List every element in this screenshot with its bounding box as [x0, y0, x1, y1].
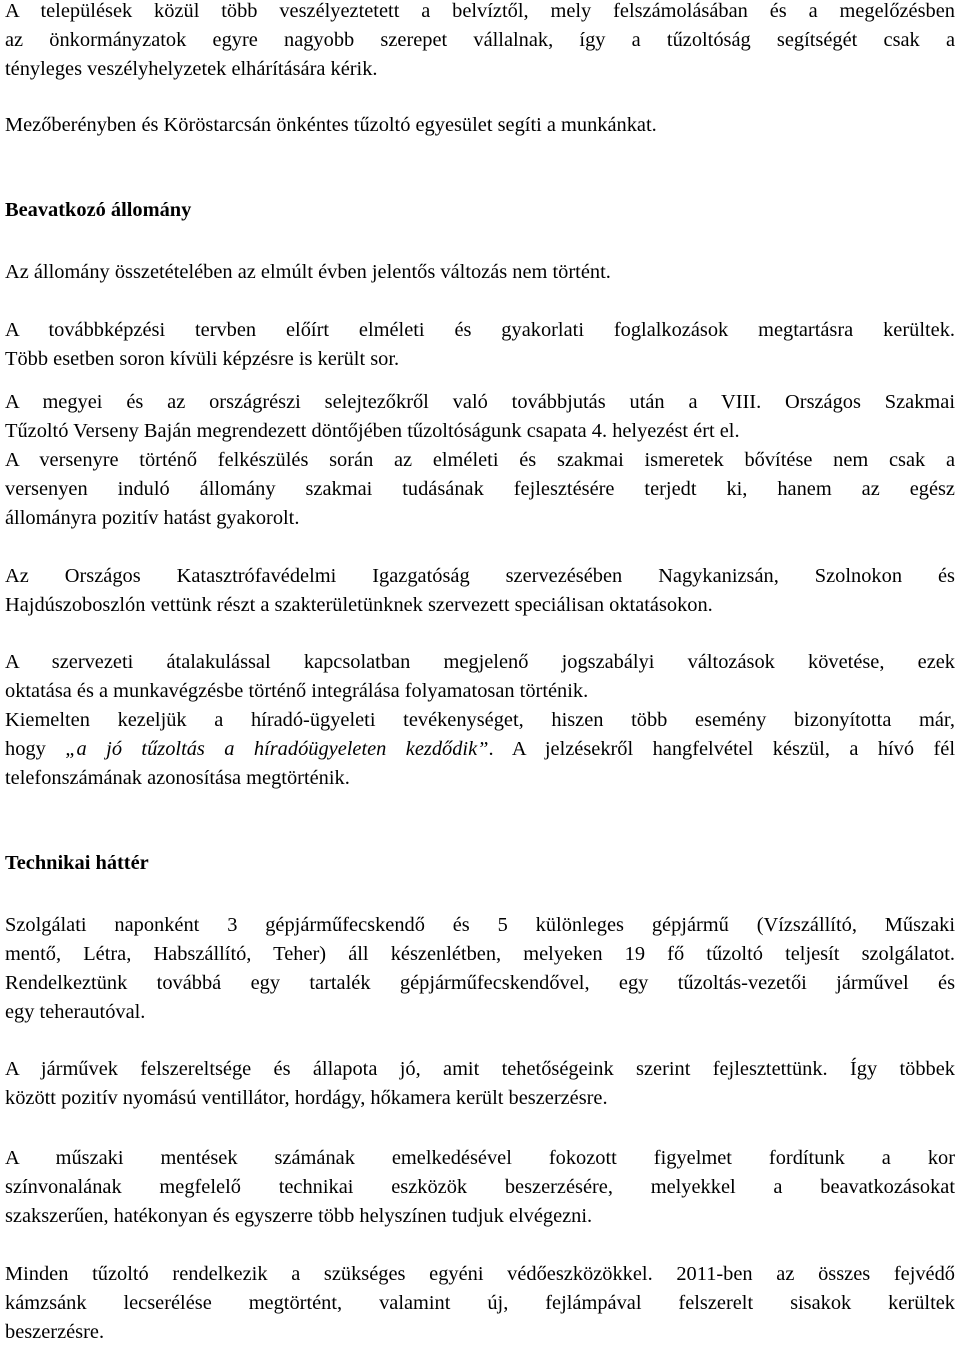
paragraph-szolgalati [5, 911, 955, 1027]
text-line [5, 735, 955, 764]
text-line: Hajdúszoboszlón vettünk részt a szakterületünknek szervezett speciálisan oktatásokon. [5, 594, 713, 616]
text-line: Mezőberényben és Köröstarcsán önkéntes tűzoltó egyesület segíti a munkánkat. [5, 114, 657, 136]
text-line: Minden tűzoltó rendelkezik a szükséges egyéni védőeszközökkel. 2011-ben az összes fejvédő [5, 1263, 955, 1285]
text-line: A járművek felszereltsége és állapota jó, amit tehetőségeink szerint fejlesztettünk. Így többek [5, 1058, 955, 1080]
text-line: tényleges veszélyhelyzetek elhárítására kérik. [5, 58, 378, 80]
paragraph-jogszabalyi [5, 648, 955, 706]
text-line: A megyei és az országrészi selejtezőkről való továbbjutás után a VIII. Országos Szakmai [5, 391, 955, 413]
heading-technikai-hatter [5, 849, 955, 878]
text-line: egy teherautóval. [5, 1001, 146, 1023]
paragraph-oktatasok [5, 562, 955, 620]
paragraph-allomany [5, 258, 955, 287]
text-line: telefonszámának azonosítása megtörténik. [5, 767, 350, 789]
section-heading: Technikai háttér [5, 852, 149, 874]
text-line: színvonalának megfelelő technikai eszközök beszerzésére, melyekkel a beavatkozásokat [5, 1176, 955, 1198]
section-heading: Beavatkozó állomány [5, 199, 192, 221]
text-line: mentő, Létra, Habszállító, Teher) áll készenlétben, melyeken 19 fő tűzoltó teljesít szolgálatot. [5, 943, 955, 965]
text-line: A települések közül több veszélyeztetett a belvíztől, mely felszámolásában és a megelőzésben [5, 0, 955, 22]
text-line: A versenyre történő felkészülés során az elméleti és szakmai ismeretek bővítése nem csak a [5, 449, 955, 471]
text-line: Szolgálati naponként 3 gépjárműfecskendő és 5 különleges gépjármű (Vízszállító, Műszaki [5, 914, 955, 936]
text-line: A továbbképzési tervben előírt elméleti és gyakorlati foglalkozások megtartásra kerültek. [5, 319, 955, 341]
text-line: Tűzoltó Verseny Baján megrendezett döntőjében tűzoltóságunk csapata 4. helyezést ért el. [5, 420, 740, 442]
text-line: oktatása és a munkavégzésbe történő integrálása folyamatosan történik. [5, 680, 589, 702]
text-line: A szervezeti átalakulással kapcsolatban megjelenő jogszabályi változások követése, ezek [5, 651, 955, 673]
paragraph-hirado [5, 706, 955, 793]
text-line: az önkormányzatok egyre nagyobb szerepet vállalnak, így a tűzoltóság segítségét csak a [5, 29, 955, 51]
paragraph-verseny [5, 388, 955, 446]
text-line: beszerzésre. [5, 1321, 105, 1343]
text-line: szakszerűen, hatékonyan és egyszerre több helyszínen tudjuk elvégezni. [5, 1205, 593, 1227]
paragraph-onkentes [5, 111, 955, 140]
text-line: Több esetben soron kívüli képzésre is került sor. [5, 348, 400, 370]
text-line: Rendelkeztünk továbbá egy tartalék gépjárműfecskendővel, egy tűzoltás-vezetői járművel és [5, 972, 955, 994]
text-line: Kiemelten kezeljük a híradó-ügyeleti tevékenységet, hiszen több esemény bizonyította már, [5, 709, 955, 731]
text-line: állományra pozitív hatást gyakorolt. [5, 507, 300, 529]
text-line: Az állomány összetételében az elmúlt évben jelentős változás nem történt. [5, 261, 611, 283]
text-line: Az Országos Katasztrófavédelmi Igazgatóság szervezésében Nagykanizsán, Szolnokon és [5, 565, 955, 587]
text-line: versenyen induló állomány szakmai tudásának fejlesztésére terjedt ki, hanem az egész [5, 478, 955, 500]
text-line: között pozitív nyomású ventillátor, hordágy, hőkamera került beszerzésre. [5, 1087, 608, 1109]
paragraph-vedoeszkozok [5, 1260, 955, 1347]
text-fragment: hogy [5, 738, 66, 760]
quote-text: „a jó tűzoltás a híradóügyeleten kezdődik” [65, 738, 489, 760]
paragraph-tovabbkepzes [5, 316, 955, 374]
text-line: kámzsánk lecserélése megtörtént, valamint új, fejlámpával felszerelt sisakok kerültek [5, 1292, 955, 1314]
paragraph-felkeszules [5, 446, 955, 533]
text-fragment: . A jelzésekről hangfelvétel készül, a hívó fél [488, 738, 955, 760]
paragraph-belviz [5, 0, 955, 84]
heading-beavatkozo-allomany [5, 196, 955, 225]
paragraph-felszereltseg [5, 1055, 955, 1113]
paragraph-muszaki-mentesek [5, 1144, 955, 1231]
text-line: A műszaki mentések számának emelkedésével fokozott figyelmet fordítunk a kor [5, 1147, 955, 1169]
